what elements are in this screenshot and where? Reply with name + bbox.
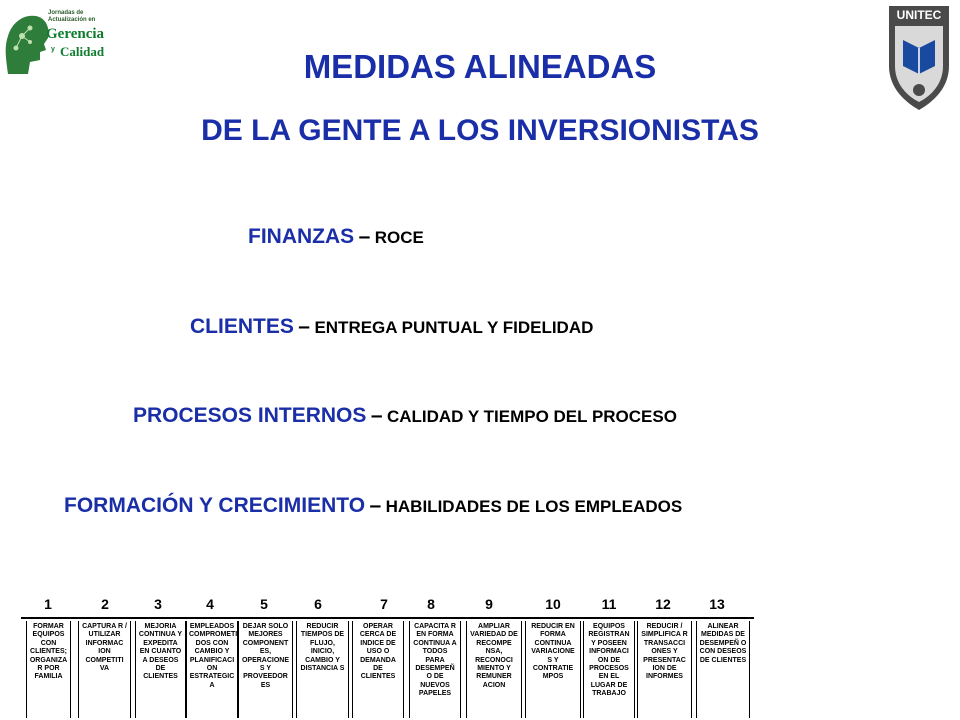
perspective-label: FORMACIÓN Y CRECIMIENTO	[64, 494, 366, 517]
perspective-dash: –	[358, 225, 371, 248]
measure-number: 11	[601, 596, 617, 612]
page-title: MEDIDAS ALINEADAS	[303, 48, 657, 85]
measure-box: OPERAR CERCA DE INDICE DE USO O DEMANDA DE CLIENTES	[352, 621, 404, 718]
logo-tagline: Jornadas de Actualización en	[48, 10, 96, 23]
perspective-formacion	[64, 494, 682, 518]
perspective-measure: ENTREGA PUNTUAL Y FIDELIDAD	[314, 318, 594, 337]
measure-number: 3	[154, 596, 162, 612]
measure-box: FORMAR EQUIPOS CON CLIENTES; ORGANIZA R POR FAMILIA	[26, 621, 71, 718]
perspective-procesos	[133, 404, 677, 428]
perspective-dash: –	[370, 404, 383, 427]
perspective-clientes	[190, 315, 593, 339]
measure-box: REDUCIR TIEMPOS DE FLUJO, INICIO, CAMBIO Y DISTANCIA S	[296, 621, 349, 718]
measure-number: 6	[314, 596, 322, 612]
measure-box: CAPTURA R / UTILIZAR INFORMAC ION COMPETITI VA	[78, 621, 131, 718]
perspective-label: FINANZAS	[248, 225, 355, 248]
measure-number: 7	[380, 596, 388, 612]
perspective-measure: CALIDAD Y TIEMPO DEL PROCESO	[386, 407, 677, 426]
measure-box: REDUCIR EN FORMA CONTINUA VARIACIONE S Y CONTRATIE MPOS	[525, 621, 581, 718]
measure-number: 10	[545, 596, 561, 612]
measure-box: ALINEAR MEDIDAS DE DESEMPEÑ O CON DESEOS DE CLIENTES	[696, 621, 750, 718]
perspective-dash: –	[369, 494, 382, 517]
measure-box: EQUIPOS REGISTRAN Y POSEEN INFORMACI ON DE PROCESOS EN EL LUGAR DE TRABAJO	[583, 621, 635, 718]
measure-box: AMPLIAR VARIEDAD DE RECOMPE NSA, RECONOCI MIENTO Y REMUNER ACION	[466, 621, 522, 718]
perspective-measure: ROCE	[374, 228, 424, 247]
measure-number: 4	[206, 596, 214, 612]
logo-brand-text: UNITEC	[896, 8, 942, 22]
perspective-measure: HABILIDADES DE LOS EMPLEADOS	[385, 497, 683, 516]
perspective-finanzas	[248, 225, 424, 249]
measures-divider	[21, 617, 754, 619]
measure-number: 5	[260, 596, 268, 612]
perspective-dash: –	[298, 315, 310, 338]
measure-box: DEJAR SOLO MEJORES COMPONENT ES, OPERACIONE S Y PROVEEDOR ES	[238, 621, 293, 718]
measure-box: EMPLEADOS COMPROMETI DOS CON CAMBIO Y PLANIFICACI ON ESTRATEGIC A	[186, 621, 238, 718]
measure-number: 8	[427, 596, 435, 612]
measure-number: 1	[44, 596, 52, 612]
logo-word-y: y	[51, 46, 55, 53]
measure-box: REDUCIR / SIMPLIFICA R TRANSACCI ONES Y PRESENTAC ION DE INFORMES	[637, 621, 692, 718]
perspective-label: PROCESOS INTERNOS	[133, 404, 367, 427]
measure-number: 9	[485, 596, 493, 612]
measure-number: 2	[101, 596, 109, 612]
page-subtitle: DE LA GENTE A LOS INVERSIONISTAS	[201, 114, 759, 147]
logo-word-calidad: Calidad	[60, 44, 105, 59]
measure-box: MEJORIA CONTINUA Y EXPEDITA EN CUANTO A DESEOS DE CLIENTES	[135, 621, 186, 718]
measure-number: 13	[709, 596, 725, 612]
perspective-label: CLIENTES	[190, 315, 294, 338]
measure-number: 12	[655, 596, 671, 612]
logo-word-gerencia: Gerencia	[46, 26, 105, 42]
measure-box: CAPACITA R EN FORMA CONTINUA A TODOS PARA DESEMPEÑ O DE NUEVOS PAPELES	[409, 621, 461, 718]
